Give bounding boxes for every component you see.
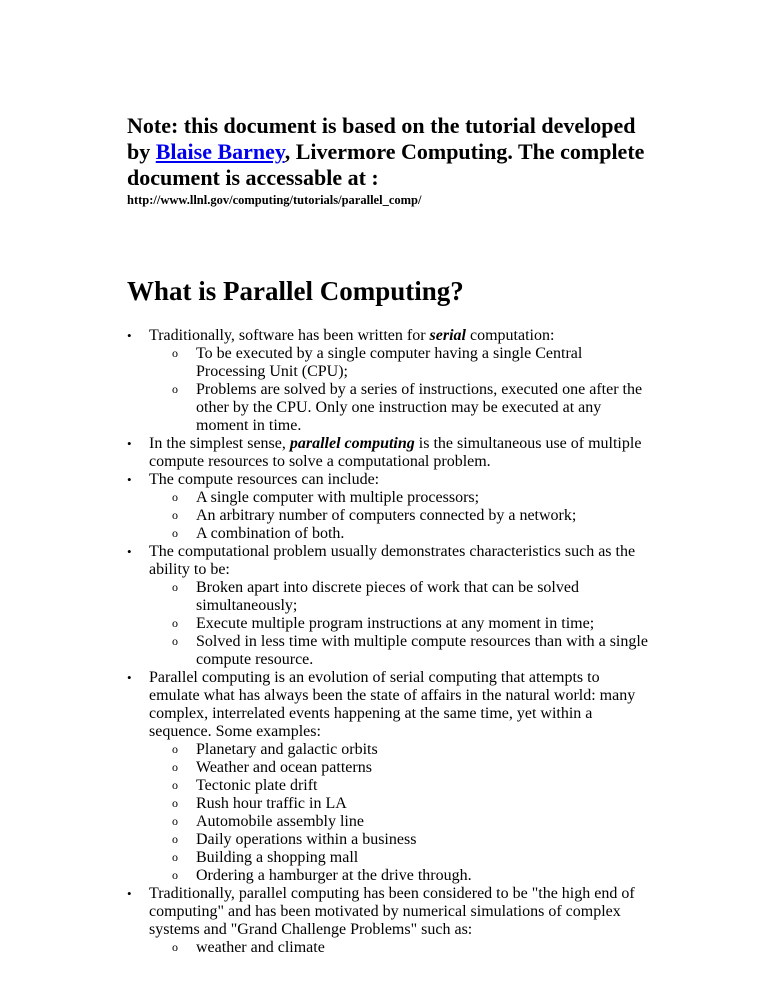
item-text: is the simultaneous use of multiple compute resources to solve a computational problem.: [149, 435, 642, 470]
sub-list-item: o Automobile assembly line: [149, 813, 652, 831]
note-prefix: Note: this document is based on the tutorial developed by: [127, 113, 636, 164]
list-item: [127, 543, 652, 669]
sub-list: [149, 345, 652, 435]
sub-list-item: o Tectonic plate drift: [149, 777, 652, 795]
sub-list-item: o Execute multiple program instructions at any moment in time;: [149, 615, 652, 633]
sub-list-item: o Daily operations within a business: [149, 831, 652, 849]
sub-list-item: o Broken apart into discrete pieces of work that can be solved simultaneously;: [149, 579, 652, 615]
sub-list-item: o Weather and ocean patterns: [149, 759, 652, 777]
sub-list: [149, 489, 652, 543]
item-text: The compute resources can include:: [149, 471, 380, 488]
item-text: In the simplest sense,: [149, 435, 290, 452]
item-text: Parallel computing is an evolution of serial computing that attempts to emulate what has always been the state of affairs in the natural world: many complex, interrelated events happening at the same time, yet within a sequence. Some examples:: [149, 669, 636, 740]
sub-list-item: o A single computer with multiple processors;: [149, 489, 652, 507]
list-item: [127, 435, 652, 471]
sub-list: [149, 939, 652, 957]
item-text: Traditionally, software has been written for: [149, 327, 430, 344]
author-link[interactable]: Blaise Barney: [155, 139, 285, 164]
sub-list-item: o Building a shopping mall: [149, 849, 652, 867]
list-item: [127, 471, 652, 543]
sub-list-item: o An arbitrary number of computers connected by a network;: [149, 507, 652, 525]
item-text: The computational problem usually demonstrates characteristics such as the ability to be:: [149, 543, 636, 578]
sub-list-item: o To be executed by a single computer having a single Central Processing Unit (CPU);: [149, 345, 652, 381]
sub-list-item: o A combination of both.: [149, 525, 652, 543]
list-item: [127, 885, 652, 957]
item-text: computation:: [465, 327, 555, 344]
sub-list-item: o Planetary and galactic orbits: [149, 741, 652, 759]
list-item: [127, 327, 652, 435]
list-item: [127, 669, 652, 885]
sub-list-item: o Problems are solved by a series of instructions, executed one after the other by the CPU. Only one instruction may be executed at any moment in time.: [149, 381, 652, 435]
sub-list-item: o Ordering a hamburger at the drive through.: [149, 867, 652, 885]
sub-list: [149, 741, 652, 885]
emphasis-term: parallel computing: [289, 435, 415, 452]
note-suffix: , Livermore Computing. The complete document is accessable at :: [127, 139, 645, 190]
sub-list: [149, 579, 652, 669]
section-heading: What is Parallel Computing?: [127, 276, 464, 306]
sub-list-item: o weather and climate: [149, 939, 652, 957]
item-text: Traditionally, parallel computing has been considered to be "the high end of computing" and has been motivated by numerical simulations of complex systems and "Grand Challenge Problems" such as:: [149, 885, 635, 938]
source-url: http://www.llnl.gov/computing/tutorials/parallel_comp/: [127, 193, 422, 207]
emphasis-term: serial: [429, 327, 466, 344]
sub-list-item: o Rush hour traffic in LA: [149, 795, 652, 813]
bullet-list: [127, 327, 652, 957]
sub-list-item: o Solved in less time with multiple compute resources than with a single compute resource.: [149, 633, 652, 669]
note-paragraph: [127, 113, 657, 191]
